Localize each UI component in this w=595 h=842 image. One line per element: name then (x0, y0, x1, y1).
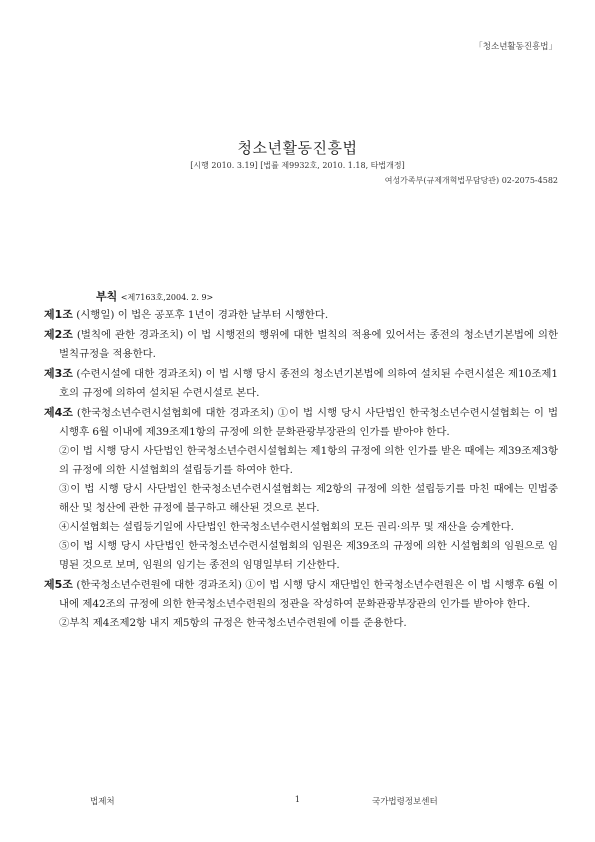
supplement-label: 부칙 (96, 290, 118, 303)
supplement-date: <제7163호,2004. 2. 9> (120, 293, 214, 302)
header-tag: 「청소년활동진흥법」 (474, 42, 557, 52)
articles-body (44, 305, 558, 633)
article-4-para-2: ②이 법 시행 당시 사단법인 한국청소년수련시설협회는 제1항의 규정에 의한 인가를 받은 때에는 제39조제3항의 규정에 의한 시설협회의 설립등기를 하여야 한다. (59, 445, 558, 476)
article-number: 제1조 (44, 308, 73, 321)
article-4-para-4: ④시설협회는 설립등기일에 사단법인 한국청소년수련시설협회의 모든 권리·의무 및 재산을 승계한다. (59, 521, 514, 533)
article-number: 제5조 (44, 578, 73, 591)
article-4 (44, 403, 558, 442)
article-5 (44, 575, 558, 614)
article-text: (한국청소년수련시설협회에 대한 경과조치) ①이 법 시행 당시 사단법인 한국청소년수련시설협회는 이 법 시행후 6월 이내에 제39조제1항의 규정에 의한 문화관광부장관의 인가를 받아야 한다. (59, 407, 558, 438)
article-text: (시행일) 이 법은 공포후 1년이 경과한 날부터 시행한다. (72, 309, 329, 321)
article-number: 제3조 (44, 367, 73, 380)
article-5-para-2: ②부칙 제4조제2항 내지 제5항의 규정은 한국청소년수련원에 이를 준용한다. (59, 617, 407, 629)
article-1 (44, 305, 558, 325)
article-text: (수련시설에 대한 경과조치) 이 법 시행 당시 종전의 청소년기본법에 의하여 설치된 수련시설은 제10조제1호의 규정에 의하여 설치된 수련시설로 본다. (59, 368, 558, 399)
footer-publisher: 법제처 (90, 797, 115, 807)
article-number: 제4조 (44, 406, 73, 419)
article-text: (벌칙에 관한 경과조치) 이 법 시행전의 행위에 대한 벌칙의 적용에 있어서는 종전의 청소년기본법에 의한 벌칙규정을 적용한다. (59, 329, 558, 360)
footer-source: 국가법령정보센터 (372, 797, 438, 807)
department-contact: 여성가족부(규제개혁법무담당관) 02-2075-4582 (384, 176, 558, 185)
page-title: 청소년활동진흥법 (237, 139, 358, 157)
footer-page-number: 1 (294, 795, 301, 805)
law-meta: [시행 2010. 3.19] [법률 제9932호, 2010. 1.18, 타법개정] (190, 161, 405, 170)
article-2 (44, 325, 558, 364)
article-number: 제2조 (44, 328, 73, 341)
article-3 (44, 364, 558, 403)
supplement-heading (96, 288, 213, 304)
article-text: (한국청소년수련원에 대한 경과조치) ①이 법 시행 당시 재단법인 한국청소년수련원은 이 법 시행후 6월 이내에 제42조의 규정에 의한 한국청소년수련원의 정관을 작성하여 문화관광부장관의 인가를 받아야 한다. (59, 579, 558, 610)
article-4-para-3: ③이 법 시행 당시 사단법인 한국청소년수련시설협회는 제2항의 규정에 의한 설립등기를 마친 때에는 민법중 해산 및 청산에 관한 규정에 불구하고 해산된 것으로 본다. (59, 483, 558, 514)
article-4-para-5: ⑤이 법 시행 당시 사단법인 한국청소년수련시설협회의 임원은 제39조의 규정에 의한 시설협회의 임원으로 임명된 것으로 보며, 임원의 임기는 종전의 임명일부터 기산한다. (59, 540, 558, 571)
